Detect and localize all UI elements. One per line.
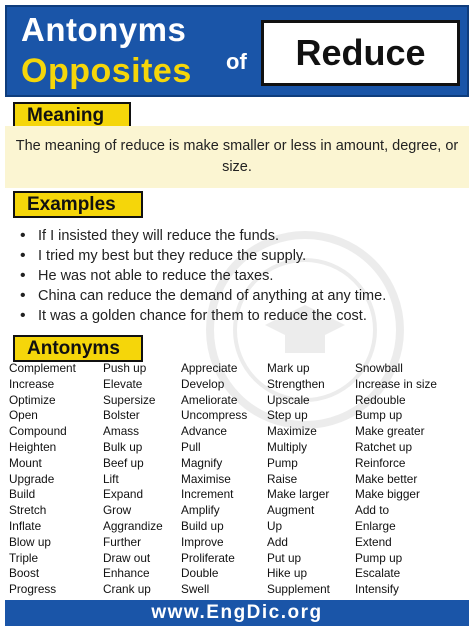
antonym-word: Hike up: [267, 566, 307, 581]
headword-box: [261, 20, 460, 86]
antonym-word: Strengthen: [267, 376, 325, 391]
antonym-word: Expand: [103, 487, 144, 502]
antonym-word: Elevate: [103, 376, 143, 391]
antonyms-column-4: [267, 361, 330, 598]
antonym-word: Redouble: [355, 392, 406, 407]
antonym-word: Increment: [181, 487, 234, 502]
antonym-word: Compound: [9, 424, 67, 439]
antonym-word: Extend: [355, 534, 392, 549]
antonym-word: Ratchet up: [355, 439, 413, 454]
antonym-word: Bulk up: [103, 439, 143, 454]
antonym-word: Progress: [9, 582, 57, 597]
antonym-word: Snowball: [355, 361, 403, 375]
antonym-word: Inflate: [9, 518, 42, 533]
headword: Reduce: [295, 32, 426, 73]
antonym-word: Add to: [355, 503, 390, 518]
antonym-word: Augment: [267, 503, 315, 518]
antonym-word: Grow: [103, 503, 132, 518]
antonym-word: Pull: [181, 439, 201, 454]
title-line-1: Antonyms: [21, 11, 187, 48]
antonym-word: Complement: [9, 361, 76, 375]
antonym-word: Ameliorate: [181, 392, 238, 407]
antonym-word: Appreciate: [181, 361, 238, 375]
example-item: • I tried my best but they reduce the supply.: [18, 246, 468, 266]
antonym-word: Raise: [267, 471, 298, 486]
antonym-word: Amass: [103, 424, 140, 439]
antonym-word: Beef up: [103, 455, 144, 470]
antonym-word: Swell: [181, 582, 210, 597]
antonym-word: Upscale: [267, 392, 310, 407]
title-of: of: [226, 49, 247, 74]
antonym-word: Make bigger: [355, 487, 420, 502]
title-line-2: Opposites: [21, 52, 192, 90]
antonym-word: Build up: [181, 518, 224, 533]
antonym-word: Increase: [9, 376, 55, 391]
antonym-word: Pump: [267, 455, 298, 470]
antonym-word: Bump up: [355, 408, 403, 423]
antonym-word: Maximise: [181, 471, 231, 486]
antonym-word: Optimize: [9, 392, 56, 407]
antonym-word: Increase in size: [355, 376, 437, 391]
antonym-word: Make better: [355, 471, 418, 486]
antonym-word: Mount: [9, 455, 42, 470]
antonym-word: Amplify: [181, 503, 220, 518]
antonym-word: Make greater: [355, 424, 425, 439]
antonyms-column-2: [103, 361, 163, 598]
antonym-word: Multiply: [267, 439, 307, 454]
antonym-word: Upgrade: [9, 471, 55, 486]
antonym-word: Maximize: [267, 424, 317, 439]
example-item: • If I insisted they will reduce the funds.: [18, 226, 468, 246]
antonym-word: Develop: [181, 376, 225, 391]
antonyms-column-1: [9, 361, 76, 598]
antonym-word: Lift: [103, 471, 119, 486]
footer-banner: [5, 600, 469, 626]
antonym-word: Mark up: [267, 361, 310, 375]
antonym-word: Triple: [9, 550, 39, 565]
antonym-word: Build: [9, 487, 36, 502]
antonym-word: Push up: [103, 361, 147, 375]
antonym-word: Up: [267, 518, 283, 533]
antonym-word: Crank up: [103, 582, 151, 597]
antonym-word: Uncompress: [181, 408, 248, 423]
antonym-word: Boost: [9, 566, 40, 581]
antonym-word: Further: [103, 534, 142, 549]
antonym-word: Stretch: [9, 503, 47, 518]
antonym-word: Supersize: [103, 392, 156, 407]
example-item: • It was a golden chance for them to reduce the cost.: [18, 306, 468, 326]
antonyms-label: Antonyms: [13, 335, 143, 362]
antonym-word: Reinforce: [355, 455, 406, 470]
antonym-word: Proliferate: [181, 550, 235, 565]
antonym-word: Double: [181, 566, 219, 581]
antonym-word: Enlarge: [355, 518, 396, 533]
antonym-word: Advance: [181, 424, 227, 439]
antonym-word: Draw out: [103, 550, 151, 565]
examples-label: Examples: [13, 191, 143, 218]
antonym-word: Blow up: [9, 534, 51, 549]
antonym-word: Aggrandize: [103, 518, 163, 533]
antonym-word: Put up: [267, 550, 302, 565]
header-banner: [5, 5, 469, 97]
antonym-word: Improve: [181, 534, 224, 549]
antonym-word: Add: [267, 534, 288, 549]
antonym-word: Make larger: [267, 487, 330, 502]
antonym-word: Magnify: [181, 455, 223, 470]
antonym-word: Step up: [267, 408, 308, 423]
antonym-word: Enhance: [103, 566, 150, 581]
antonym-word: Open: [9, 408, 38, 423]
antonym-word: Pump up: [355, 550, 403, 565]
antonym-word: Intensify: [355, 582, 399, 597]
site-url: www.EngDic.org: [151, 602, 323, 623]
example-item: • He was not able to reduce the taxes.: [18, 266, 468, 286]
antonym-word: Supplement: [267, 582, 330, 597]
meaning-box: [5, 126, 469, 188]
antonyms-column-5: [355, 361, 437, 598]
antonym-word: Escalate: [355, 566, 401, 581]
example-item: • China can reduce the demand of anything at any time.: [18, 286, 468, 306]
antonyms-column-3: [181, 361, 247, 598]
meaning-label: Meaning: [13, 102, 131, 129]
examples-list: [18, 226, 468, 326]
meaning-text: The meaning of reduce is make smaller or less in amount, degree, or size.: [15, 138, 459, 175]
antonym-word: Bolster: [103, 408, 140, 423]
antonym-word: Heighten: [9, 439, 57, 454]
